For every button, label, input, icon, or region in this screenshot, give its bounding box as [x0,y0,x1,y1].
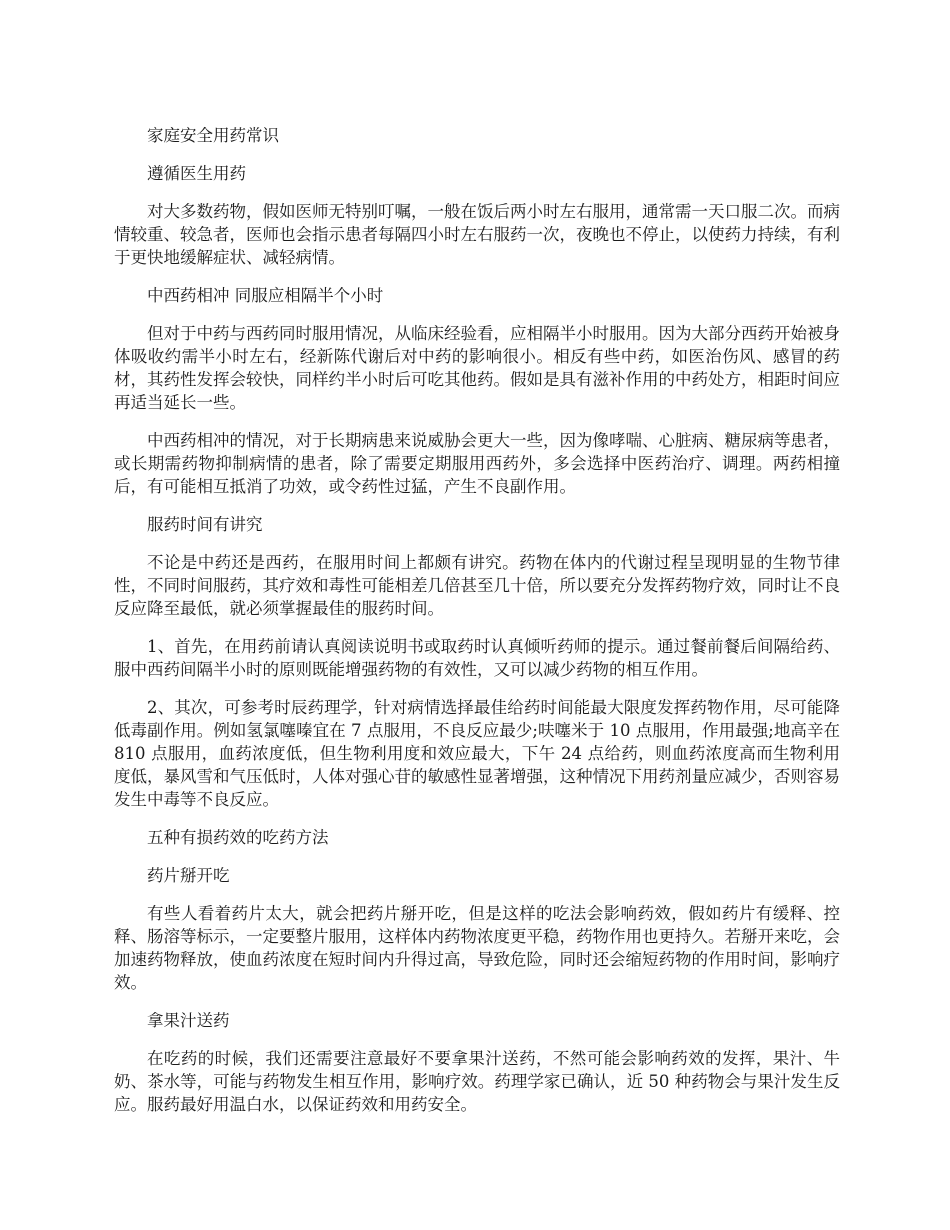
paragraph: 2、其次，可参考时辰药理学，针对病情选择最佳给药时间能最大限度发挥药物作用，尽可能降低毒副作用。例如氢氯噻嗪宜在 7 点服用，不良反应最少;呋噻米于 10 点服用，作用最强;地高辛在 810 点服用，血药浓度低，但生物利用度和效应最大，下午 24 点给药，则血药浓度高而生物利用度低，暴风雪和气压低时，人体对强心苷的敏感性显著增强，这种情况下用药剂量应减少，否则容易发生中毒等不良反应。 [114,698,840,809]
paragraph: 但对于中药与西药同时服用情况，从临床经验看，应相隔半小时服用。因为大部分西药开始被身体吸收约需半小时左右，经新陈代谢后对中药的影响很小。相反有些中药，如医治伤风、感冒的药材，其药性发挥会较快，同样约半小时后可吃其他药。假如是具有滋补作用的中药处方，相距时间应再适当延长一些。 [114,324,840,412]
paragraph: 1、首先，在用药前请认真阅读说明书或取药时认真倾听药师的提示。通过餐前餐后间隔给药、服中西药间隔半小时的原则既能增强药物的有效性，又可以减少药物的相互作用。 [114,637,840,679]
paragraph: 在吃药的时候，我们还需要注意最好不要拿果汁送药，不然可能会影响药效的发挥，果汁、牛奶、茶水等，可能与药物发生相互作用，影响疗效。药理学家已确认，近 50 种药物会与果汁发生反应。服药最好用温白水，以保证药效和用药安全。 [114,1049,840,1114]
subsection-heading: 拿果汁送药 [147,1011,230,1030]
paragraph: 中西药相冲的情况，对于长期病患来说威胁会更大一些，因为像哮喘、心脏病、糖尿病等患者，或长期需药物抑制病情的患者，除了需要定期服用西药外，多会选择中医药治疗、调理。两药相撞后，有可能相互抵消了功效，或令药性过猛，产生不良副作用。 [114,431,840,496]
paragraph: 有些人看着药片太大，就会把药片掰开吃，但是这样的吃法会影响药效，假如药片有缓释、控释、肠溶等标示，一定要整片服用，这样体内药物浓度更平稳，药物作用也更持久。若掰开来吃，会加速药物释放，使血药浓度在短时间内升得过高，导致危险，同时还会缩短药物的作用时间，影响疗效。 [114,904,840,992]
section-heading: 服药时间有讲究 [147,515,263,534]
section-heading: 五种有损药效的吃药方法 [147,828,329,847]
paragraph: 对大多数药物，假如医师无特别叮嘱，一般在饭后两小时左右服用，通常需一天口服二次。而病情较重、较急者，医师也会指示患者每隔四小时左右服药一次，夜晚也不停止，以使药力持续，有利于更快地缓解症状、减轻病情。 [114,202,840,267]
subsection-heading: 药片掰开吃 [147,866,230,885]
section-heading: 中西药相冲 同服应相隔半个小时 [147,286,384,305]
section-heading: 遵循医生用药 [147,164,246,183]
paragraph: 不论是中药还是西药，在服用时间上都颇有讲究。药物在体内的代谢过程呈现明显的生物节律性，不同时间服药，其疗效和毒性可能相差几倍甚至几十倍，所以要充分发挥药物疗效，同时让不良反应降至最低，就必须掌握最佳的服药时间。 [114,553,840,618]
document-title: 家庭安全用药常识 [147,126,279,145]
document-page [114,124,840,1131]
